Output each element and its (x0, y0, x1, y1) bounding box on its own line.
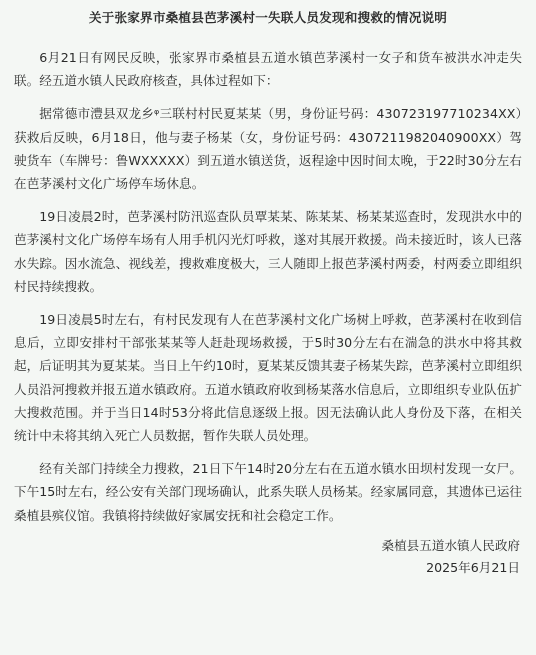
signature-date: 2025年6月21日 (426, 559, 520, 575)
paragraph-early-rescue: 19日凌晨2时，芭茅溪村防汛巡查队员覃某某、陈某某、杨某某巡查时，发现洪水中的芭茅溪村文化广场停车场有人用手机闪光灯呼救，遂对其展开救援。尚未接近时，该人已落水失踪。因水流急、视线差，搜救难度极大，三人随即上报芭茅溪村两委，村两委立即组织村民持续搜救。 (14, 209, 522, 294)
paragraph-morning-rescue: 19日凌晨5时左右，有村民发现有人在芭茅溪村文化广场树上呼救，芭茅溪村在收到信息后，立即安排村干部张某某等人赶赴现场救援，于5时30分左右在湍急的洪水中将其救起，后证明其为夏某某。当日上午约10时，夏某某反馈其妻子杨某失踪，芭茅溪村立即组织人员沿河搜救并报五道水镇政府。五道水镇政府收到杨某落水信息后，立即组织专业队伍扩大搜救范围。并于当日14时53分将此信息逐级上报。因无法确认此人身份及下落，在相关统计中未将其纳入死亡人员数据，暂作失联人员处理。 (14, 312, 522, 444)
paragraph-search-result: 经有关部门持续全力搜救，21日下午14时20分左右在五道水镇水田坝村发现一女尸。下午15时左右，经公安有关部门现场确认，此系失联人员杨某。经家属同意，其遗体已运往桑植县殡仪馆。我镇将持续做好家属安抚和社会稳定工作。 (14, 461, 522, 523)
paragraph-survivor-account: 据常德市澧县双龙乡ᵠ三联村村民夏某某（男，身份证号码：430723197710234XX）获救后反映，6月18日，他与妻子杨某（女，身份证号码：4307211982040900XX）驾驶货车（车牌号：鲁WXXXXX）到五道水镇送货，返程途中因时间太晚，于22时30分左右在芭茅溪村文化广场停车场休息。 (14, 106, 522, 192)
document-title: 关于张家界市桑植县芭茅溪村一失联人员发现和搜救的情况说明 (88, 10, 448, 25)
signature-organization: 桑植县五道水镇人民政府 (381, 537, 520, 553)
paragraph-intro: 6月21日有网民反映，张家界市桑植县五道水镇芭茅溪村一女子和货车被洪水冲走失联。经五道水镇人民政府核查，具体过程如下： (14, 50, 522, 89)
